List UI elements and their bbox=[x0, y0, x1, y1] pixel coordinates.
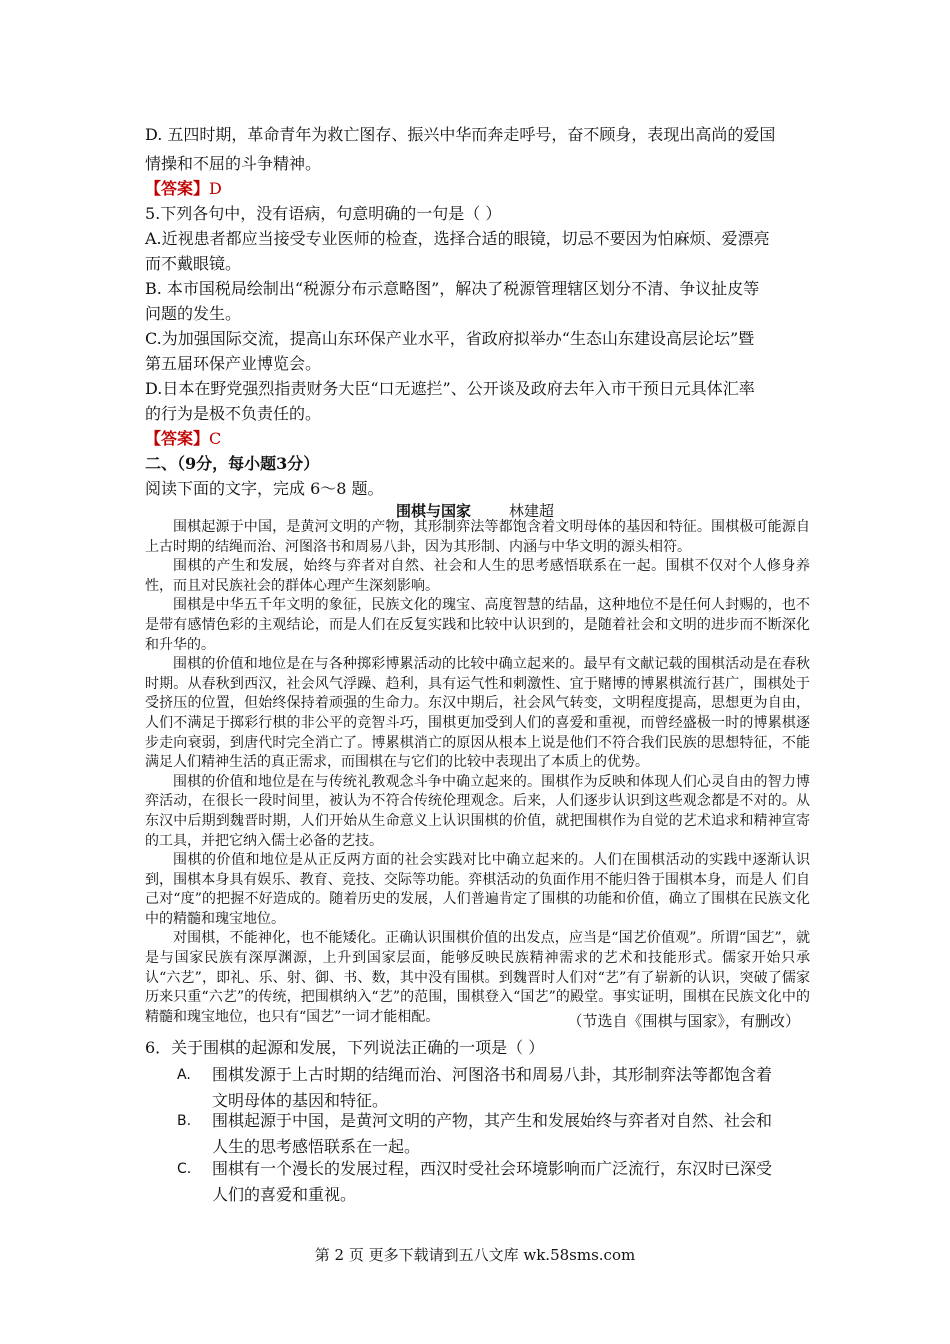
answer-label: 【答案】 bbox=[145, 429, 210, 448]
option-line: 围棋发源于上古时期的结绳而治、河图洛书和周易八卦，其形制弈法等都饱含着 bbox=[212, 1065, 773, 1084]
option-line: 人们的喜爱和重视。 bbox=[212, 1185, 357, 1204]
q5-option-d-line2: 的行为是极不负责任的。 bbox=[145, 404, 322, 423]
option-line: 围棋有一个漫长的发展过程，西汉时受社会环境影响而广泛流行，东汉时已深受 bbox=[212, 1159, 773, 1178]
section-heading: 二、（9分，每小题3分） bbox=[145, 454, 320, 473]
passage-source: （节选自《围棋与国家》，有删改） bbox=[567, 1012, 800, 1030]
option-label: C. bbox=[177, 1161, 192, 1177]
answer-value: D bbox=[209, 179, 222, 198]
option-label: B. bbox=[177, 1113, 192, 1129]
q5-answer bbox=[145, 426, 221, 452]
q5-option-d-line1: D.日本在野党强烈指责财务大臣“口无遮拦”、公开谈及政府去年入市干预日元具体汇率 bbox=[145, 379, 755, 398]
passage-paragraph: 围棋的产生和发展，始终与弈者对自然、社会和人生的思考感悟联系在一起。围棋不仅对个人修身养性，而且对民族社会的群体心理产生深刻影响。 bbox=[145, 558, 810, 594]
answer-label: 【答案】 bbox=[145, 179, 210, 198]
passage-paragraph: 围棋是中华五千年文明的象征，民族文化的瑰宝、高度智慧的结晶，这种地位不是任何人封赐的，也不是带有感情色彩的主观结论，而是人们在反复实践和比较中认识到的，是随着社会和文明的进步而不断深化和升华的。 bbox=[145, 597, 810, 653]
q5-option-a-line2: 而不戴眼镜。 bbox=[145, 254, 242, 273]
q5-option-b-line1: B. 本市国税局绘制出“税源分布示意略图”，解决了税源管理辖区划分不清、争议扯皮等 bbox=[145, 279, 760, 298]
page-footer: 第 2 页 更多下载请到五八文库 wk.58sms.com bbox=[314, 1246, 636, 1264]
passage-paragraph: 围棋的价值和地位是在与传统礼教观念斗争中确立起来的。围棋作为反映和体现人们心灵自由的智力博弈活动，在很长一段时间里，被认为不符合传统伦理观念。后来，人们逐步认识到这些观念都是不对的。从东汉中后期到魏晋时期，人们开始从生命意义上认识围棋的价值，就把围棋作为自觉的艺术追求和精神宣寄的工具，并把它纳入儒士必备的艺技。 bbox=[145, 773, 810, 849]
q5-option-a-line1: A.近视患者都应当接受专业医师的检查，选择合适的眼镜，切忌不要因为怕麻烦、爱漂亮 bbox=[145, 229, 770, 248]
passage-paragraph: 围棋的价值和地位是在与各种掷彩博累活动的比较中确立起来的。最早有文献记载的围棋活动是在春秋时期。从春秋到西汉，社会风气浮躁、趋利，具有运气性和刺激性、宜于赌博的博累棋流行甚广，围棋处于受挤压的位置，但始终保持着顽强的生命力。东汉中期后，社会风气转变，文明程度提高，思想更为自由，人们不满足于掷彩行棋的非公平的竞智斗巧，围棋更加受到人们的喜爱和重视，而曾经盛极一时的博累棋逐步走向衰弱，到唐代时完全消亡了。博累棋消亡的原因从根本上说是他们不符合我们民族的思想特征，不能满足人们精神生活的真正需求，而围棋在与它们的比较中表现出了本质上的优势。 bbox=[145, 656, 810, 771]
q5-option-c-line1: C.为加强国际交流，提高山东环保产业水平，省政府拟举办“生态山东建设高层论坛”暨 bbox=[145, 329, 755, 348]
q5-option-c-line2: 第五届环保产业博览会。 bbox=[145, 354, 322, 373]
q6-stem: 6．关于围棋的起源和发展，下列说法正确的一项是（ ） bbox=[145, 1038, 545, 1057]
passage-author: 林建超 bbox=[509, 502, 555, 520]
passage-body bbox=[145, 518, 810, 1027]
passage-title: 围棋与国家 bbox=[395, 502, 471, 520]
passage-paragraph: 围棋起源于中国，是黄河文明的产物，其形制弈法等都饱含着文明母体的基因和特征。围棋极可能源自上古时期的结绳而治、河图洛书和周易八卦，因为其形制、内涵与中华文明的源头相符。 bbox=[145, 519, 810, 555]
q4-answer bbox=[145, 176, 222, 202]
option-line: 文明母体的基因和特征。 bbox=[212, 1091, 389, 1110]
q5-option-b-line2: 问题的发生。 bbox=[145, 304, 242, 323]
option-line: 人生的思考感悟联系在一起。 bbox=[212, 1137, 421, 1156]
q5-stem: 5.下列各句中，没有语病，句意明确的一句是（ ） bbox=[145, 204, 502, 223]
option-line: 围棋起源于中国，是黄河文明的产物，其产生和发展始终与弈者对自然、社会和 bbox=[212, 1111, 773, 1130]
passage-paragraph: 围棋的价值和地位是从正反两方面的社会实践对比中确立起来的。人们在围棋活动的实践中逐渐认识到，围棋本身具有娱乐、教育、竞技、交际等功能。弈棋活动的负面作用不能归咎于围棋本身，而是人 们自己对“度”的把握不好造成的。随着历史的发展，人们普遍肯定了围棋的功能和价值，确立了围棋在民族文化中的精髓和瑰宝地位。 bbox=[145, 852, 810, 927]
option-label: A. bbox=[177, 1067, 191, 1083]
q4-option-d-line2: 情操和不屈的斗争精神。 bbox=[145, 154, 322, 173]
answer-value: C bbox=[209, 429, 222, 448]
reading-instruction: 阅读下面的文字，完成 6～8 题。 bbox=[145, 479, 384, 498]
q4-option-d-line1: D. 五四时期，革命青年为救亡图存、振兴中华而奔走呼号，奋不顾身，表现出高尚的爱国 bbox=[145, 125, 776, 144]
passage-paragraph: 对围棋，不能神化，也不能矮化。正确认识围棋价值的出发点，应当是“国艺价值观”。所谓“国艺”，就是与国家民族有深厚渊源，上升到国家层面，能够反映民族精神需求的艺术和技能形式。儒家开始只承认“六艺”，即礼、乐、射、御、书、数，其中没有围棋。到魏晋时人们对“艺”有了崭新的认识，突破了儒家历来只重“六艺”的传统，把围棋纳入“艺”的范围，围棋登入“国艺”的殿堂。事实证明，围棋在民族文化中的精髓和瑰宝地位，也只有“国艺”一词才能相配。 bbox=[145, 930, 810, 1025]
